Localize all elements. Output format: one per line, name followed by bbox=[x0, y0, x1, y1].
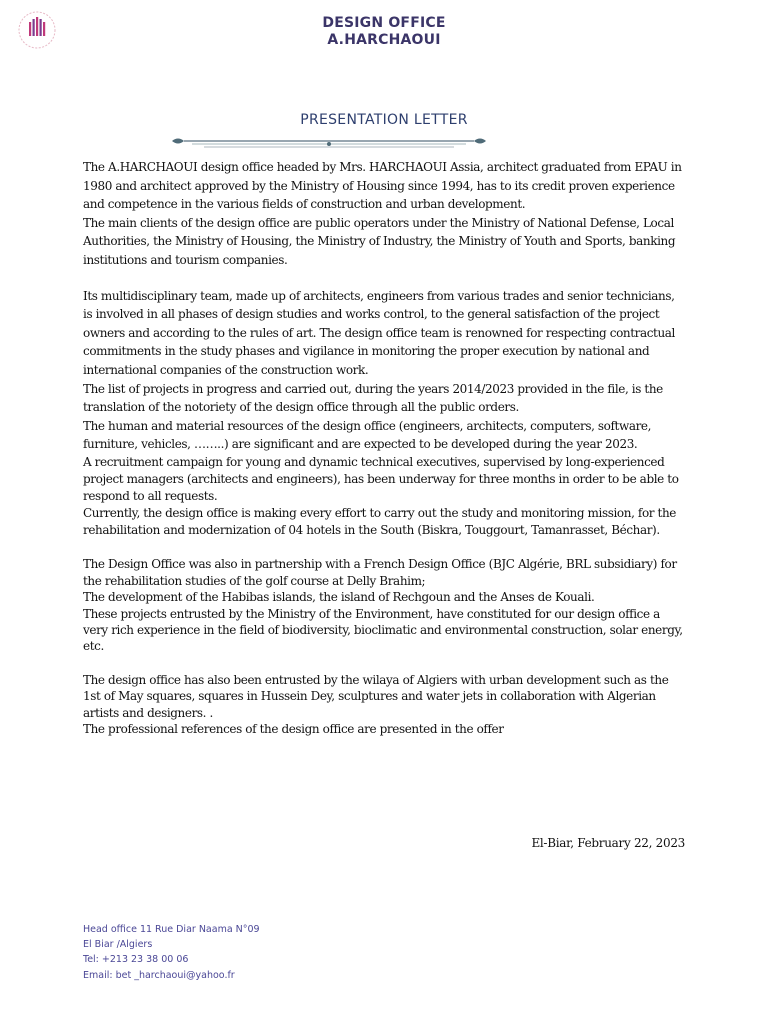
paragraph-habibas: The development of the Habibas islands, the island of Rechgoun and the Anses de Kouali. bbox=[83, 590, 595, 605]
ornamental-divider-icon bbox=[170, 133, 488, 153]
footer-address: Head office 11 Rue Diar Naama N°09 bbox=[83, 924, 260, 935]
letter-date: El-Biar, February 22, 2023 bbox=[531, 836, 685, 850]
paragraph-current-mission: Currently, the design office is making every effort to carry out the study and monitoring mission, for the rehabilitation and modernization of 04 hotels in the South (Biskra, Touggourt, Tamanrasset, Béchar). bbox=[83, 506, 676, 538]
letterhead bbox=[0, 15, 768, 49]
paragraph-spacer bbox=[83, 655, 687, 672]
footer-phone: Tel: +213 23 38 00 06 bbox=[83, 954, 189, 966]
paragraph-main-clients: The main clients of the design office are public operators under the Ministry of National Defense, Local Authorities, the Ministry of Housing, the Ministry of Industry, the Ministry of Youth and Sports, banking institutions and tourism companies. bbox=[83, 215, 676, 267]
letter-footer bbox=[83, 922, 260, 983]
paragraph-recruitment: A recruitment campaign for young and dynamic technical executives, supervised by long-experienced project managers (architects and engineers), has been underway for three months in order to be able to respond to all requests. bbox=[83, 454, 679, 504]
paragraph-spacer bbox=[83, 270, 687, 287]
paragraph-team: Its multidisciplinary team, made up of architects, engineers from various trades and senior technicians, is involved in all phases of design studies and works control, to the general satisfaction of the project owners and according to the rules of art. The design office team is renowned for respecting contractual commitments in the study phases and vigilance in monitoring the proper execution by national and international companies of the construction work. bbox=[83, 288, 675, 377]
paragraph-spacer bbox=[83, 539, 687, 556]
paragraph-urban-development: The design office has also been entrusted by the wilaya of Algiers with urban development such as the 1st of May squares, squares in Hussein Dey, sculptures and water jets in collaboration with Algerian artists and designers. . bbox=[83, 672, 669, 720]
letter-body bbox=[83, 158, 687, 737]
paragraph-environment: These projects entrusted by the Ministry of the Environment, have constituted for our design office a very rich experience in the field of biodiversity, bioclimatic and environmental construction, solar energy, etc. bbox=[83, 606, 683, 654]
letterhead-line-2: A.HARCHAOUI bbox=[327, 32, 441, 48]
paragraph-references: The professional references of the design office are presented in the offer bbox=[83, 722, 504, 737]
footer-city: El Biar /Algiers bbox=[83, 939, 153, 951]
paragraph-projects-list: The list of projects in progress and carried out, during the years 2014/2023 provided in the file, is the translation of the notoriety of the design office through all the public orders. bbox=[83, 381, 663, 415]
footer-email: Email: bet _harchaoui@yahoo.fr bbox=[83, 969, 235, 981]
paragraph-introduction: The A.HARCHAOUI design office headed by Mrs. HARCHAOUI Assia, architect graduated from EPAU in 1980 and architect approved by the Ministry of Housing since 1994, has to its credit proven experience and competence in the various fields of construction and urban development. bbox=[83, 160, 682, 212]
letterhead-line-1: DESIGN OFFICE bbox=[322, 15, 446, 31]
letter-title: PRESENTATION LETTER bbox=[300, 112, 468, 128]
paragraph-resources: The human and material resources of the design office (engineers, architects, computers, software, furniture, vehicles, ……..) are significant and are expected to be developed during the year 2023. bbox=[83, 418, 652, 452]
paragraph-partnership: The Design Office was also in partnership with a French Design Office (BJC Algérie, BRL subsidiary) for the rehabilitation studies of the golf course at Delly Brahim; bbox=[83, 557, 677, 588]
